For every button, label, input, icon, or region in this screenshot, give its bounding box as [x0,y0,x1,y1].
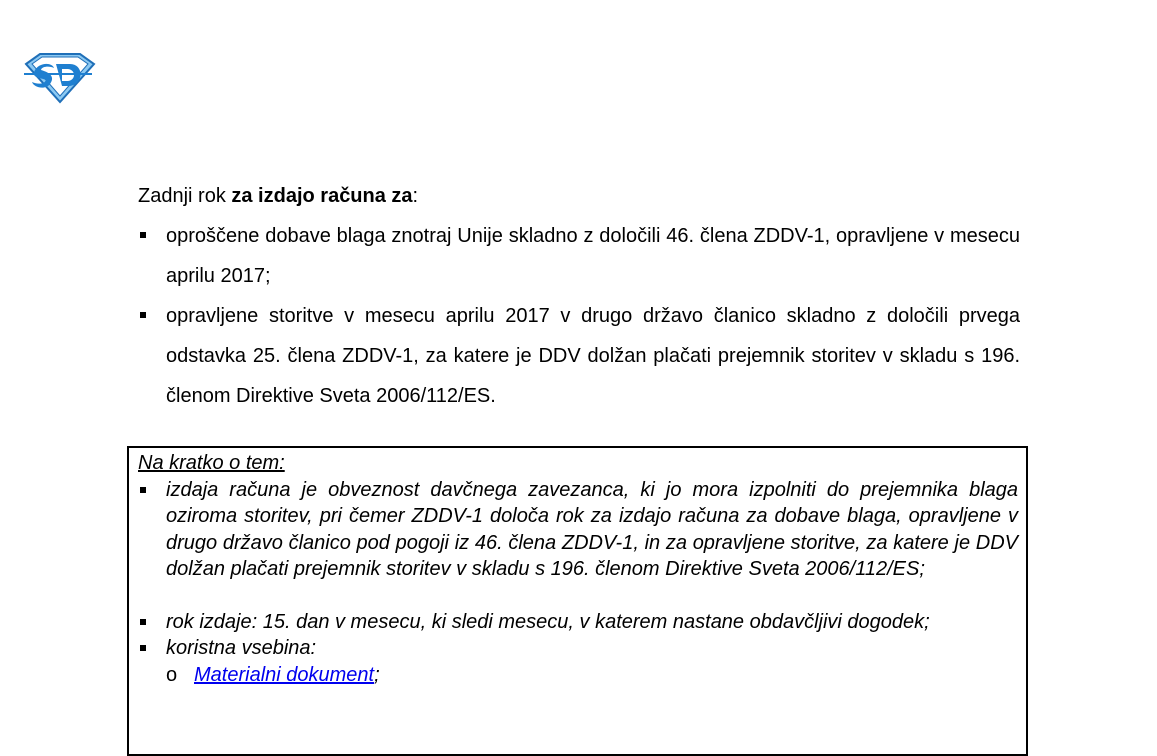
intro-list [138,216,1020,416]
intro-bullet-item: opravljene storitve v mesecu aprilu 2017 v drugo državo članico skladno z določili prvega odstavka 25. člena ZDDV-1, za katere je DDV dolžan plačati prejemnik storitev v skladu s 196. členom Direktive Sveta 2006/112/ES. [166,305,1020,407]
summary-title: Na kratko o tem: [138,452,285,474]
company-logo [22,50,96,104]
summary-bullet-item: izdaja računa je obveznost davčnega zavezanca, ki jo mora izpolniti do prejemnika blaga oziroma storitev, pri čemer ZDDV-1 določa rok za izdajo računa za dobave blaga, opravljene v drugo državo članico pod pogoji iz 46. člena ZDDV-1, in za opravljene storitve, za katere je DDV dolžan plačati prejemnik storitev v skladu s 196. členom Direktive Sveta 2006/112/ES; [166,478,1018,580]
summary-sublist [166,662,1018,689]
intro-section [138,176,1020,416]
materialni-dokument-link[interactable]: Materialni dokument [194,663,375,686]
intro-bullet-item: oproščene dobave blaga znotraj Unije skladno z določili 46. člena ZDDV-1, opravljene v mesecu aprilu 2017; [166,225,1020,287]
summary-box [127,446,1028,756]
intro-lead: Zadnji rok za izdajo računa za: [138,185,419,207]
summary-subitem: o Materialni dokument; [166,662,1018,689]
circle-bullet-icon: o [166,663,178,686]
summary-bullet-item: rok izdaje: 15. dan v mesecu, ki sledi mesecu, v katerem nastane obdavčljivi dogodek; [166,610,930,633]
summary-bullet-item: koristna vsebina: o Materialni dokument; [138,635,1018,688]
summary-list [138,477,1018,689]
